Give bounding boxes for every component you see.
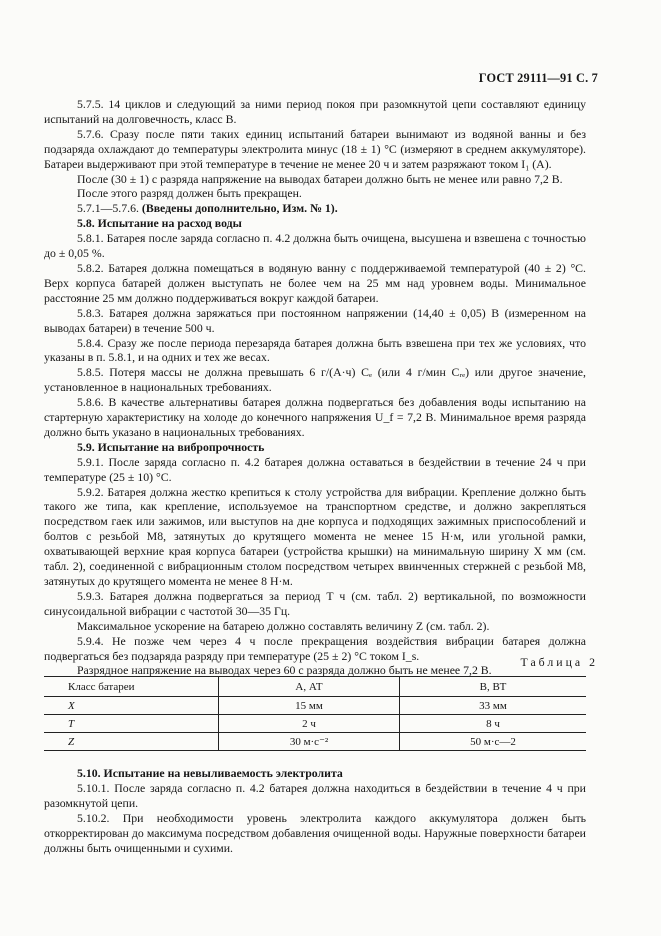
paragraph-5-8-3: 5.8.3. Батарея должна заряжаться при постоянном напряжении (14,40 ± 0,05) В (измеренном на выводах батареи) в течение 500 ч. xyxy=(44,305,586,335)
table-header-cell: Класс батареи xyxy=(44,677,219,697)
paragraph-voltage: После (30 ± 1) с разряда напряжение на выводах батареи должно быть не менее или равно 7,2 В. xyxy=(77,171,563,186)
paragraph-5-9-2: 5.9.2. Батарея должна жестко крепиться к столу устройства для вибрации. Крепление должно быть такого же типа, как крепление, используемое на транспортном средстве, и должно закрепляться посредством гаек или зажимов, или выступов на дне корпуса и подходящих зажимных приспособлений и болтов с резьбой М8, затянутых до крутящего момента не менее 15 Н·м, или угольной рамки, охватывающей верхние края корпуса батареи (устройства крышки) на минимальную ширину X мм (см. табл. 2), соединенной с вибрационным столом посредством четырех ввинченных стержней с резьбой М8, затянутых до крутящего момента не менее 8 Н·м. xyxy=(44,484,586,588)
table-header-cell: В, ВТ xyxy=(400,677,587,697)
paragraph-discharge-voltage: Разрядное напряжение на выводах через 60 с разряда должно быть не менее 7,2 В. xyxy=(77,663,492,678)
table-row xyxy=(44,715,586,733)
section-5-8-heading: 5.8. Испытание на расход воды xyxy=(77,216,242,231)
table-cell: 2 ч xyxy=(219,715,400,733)
table-row xyxy=(44,697,586,715)
table-caption: Таблица 2 xyxy=(520,655,598,669)
table-cell: X xyxy=(44,697,219,715)
paragraph-acceleration: Максимальное ускорение на батарею должно составлять величину Z (см. табл. 2). xyxy=(77,618,490,633)
page-header: ГОСТ 29111—91 С. 7 xyxy=(478,71,598,85)
section-5-9-heading: 5.9. Испытание на вибропрочность xyxy=(77,439,265,454)
table-cell: 8 ч xyxy=(400,715,587,733)
paragraph-5-9-4: 5.9.4. Не позже чем через 4 ч после прекращения воздействия вибрации батарея должна подвергаться без подзаряда разряду при температуре (25 ± 2) °С током I_s. xyxy=(44,633,586,663)
section-5-10-heading: 5.10. Испытание на невыливаемость электролита xyxy=(77,766,343,780)
table-cell: T xyxy=(44,715,219,733)
table-cell: 30 м·с⁻² xyxy=(219,733,400,751)
table-header-cell: А, АТ xyxy=(219,677,400,697)
section-5-10-text xyxy=(44,766,586,855)
amendment-note: (Введены дополнительно, Изм. № 1). xyxy=(141,201,338,216)
paragraph-5-9-1: 5.9.1. После заряда согласно п. 4.2 батарея должна оставаться в бездействии в течение 24 ч при температуре (25 ± 10) °С. xyxy=(44,454,586,484)
paragraph-5-8-1: 5.8.1. Батарея после заряда согласно п. 4.2 должна быть очищена, высушена и взвешена с точностью до ± 0,05 %. xyxy=(44,231,586,261)
table-header-row xyxy=(44,677,586,697)
table-2 xyxy=(44,676,586,751)
paragraph-5-7-6: 5.7.6. Сразу после пяти таких единиц испытаний батареи вынимают из водяной ванны и без подзаряда охлаждают до температуры электролита минус (18 ± 1) °С (измеряют в среднем аккумуляторе). Батареи выдерживают при этой температуре в течение не менее 20 ч и затем разряжают током I₁ (А). xyxy=(44,126,586,171)
paragraph-5-8-6: 5.8.6. В качестве альтернативы батарея должна подвергаться без добавления воды испытанию на стартерную характеристику на холоде до конечного напряжения U_f = 7,2 В. Минимальное время разряда должно быть указано в национальных требованиях. xyxy=(44,395,586,439)
paragraph-5-8-2: 5.8.2. Батарея должна помещаться в водяную ванну с поддерживаемой температурой (40 ± 2) °С. Верх корпуса батарей должен выступать не более чем на 25 мм над уровнем воды. Минимальное расстояние 25 мм должно поддерживаться вокруг каждой батареи. xyxy=(44,260,586,305)
paragraph-stop: После этого разряд должен быть прекращен. xyxy=(77,186,302,201)
amendment-range: 5.7.1—5.7.6. xyxy=(77,201,142,216)
paragraph-5-8-5: 5.8.5. Потеря массы не должна превышать 6 г/(А·ч) Cₑ (или 4 г/мин Cᵣₑ) или другое значение, установленное в национальных требованиях. xyxy=(44,365,586,395)
paragraph-5-7-5: 5.7.5. 14 циклов и следующий за ними период покоя при разомкнутой цепи составляют единицу испытаний на долговечность, класс В. xyxy=(44,97,586,126)
main-text xyxy=(44,97,586,678)
table-cell: 50 м·с—2 xyxy=(400,733,587,751)
amendment-line xyxy=(44,201,586,216)
table-row xyxy=(44,733,586,751)
table-cell: Z xyxy=(44,733,219,751)
table-cell: 15 мм xyxy=(219,697,400,715)
paragraph-5-8-4: 5.8.4. Сразу же после периода перезаряда батарея должна быть взвешена при тех же условиях, что указаны в п. 5.8.1, и на одних и тех же весах. xyxy=(44,335,586,365)
paragraph-5-10-2: 5.10.2. При необходимости уровень электролита каждого аккумулятора должен быть откорректирован до максимума посредством добавления очищенной воды. Наружные поверхности батареи должны быть очищенными и сухими. xyxy=(44,810,586,855)
table-cell: 33 мм xyxy=(400,697,587,715)
paragraph-5-10-1: 5.10.1. После заряда согласно п. 4.2 батарея должна находиться в бездействии в течение 4 ч при разомкнутой цепи. xyxy=(44,780,586,810)
paragraph-5-9-3: 5.9.3. Батарея должна подвергаться за период T ч (см. табл. 2) вертикальной, по возможности синусоидальной вибрации с частотой 30—35 Гц. xyxy=(44,588,586,618)
